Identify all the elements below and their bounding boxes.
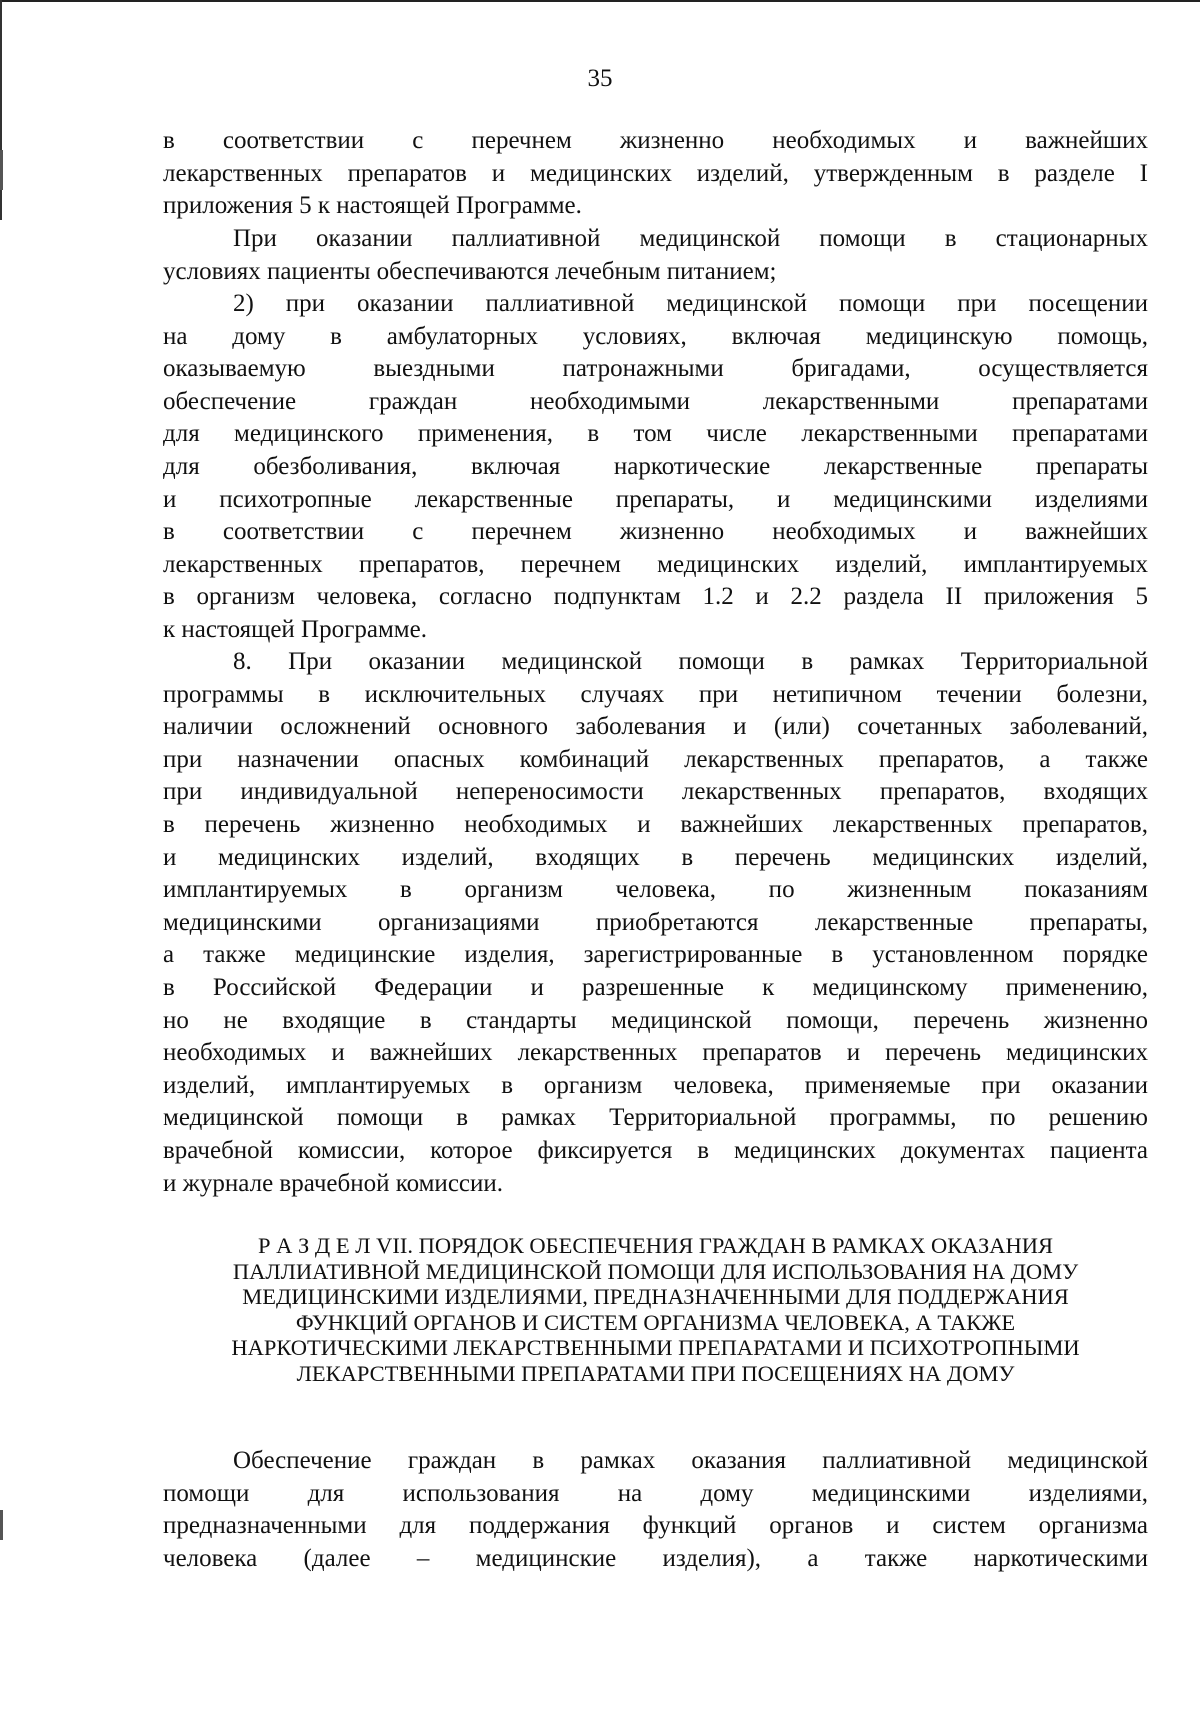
- section-title-line: НАРКОТИЧЕСКИМИ ЛЕКАРСТВЕННЫМИ ПРЕПАРАТАМИ И ПСИХОТРОПНЫМИ: [231, 1335, 1080, 1360]
- text-line: 8. При оказании медицинской помощи в рамках Территориальной: [233, 648, 1148, 675]
- text-line: предназначенными для поддержания функций органов и систем организма: [163, 1512, 1148, 1540]
- text-line: Обеспечение граждан в рамках оказания паллиативной медицинской: [233, 1447, 1148, 1474]
- scan-mark: [0, 150, 3, 190]
- text-line: врачебной комиссии, которое фиксируется в медицинских документах пациента: [163, 1136, 1148, 1164]
- text-line: оказываемую выездными патронажными бригадами, осуществляется: [163, 355, 1148, 383]
- text-line: но не входящие в стандарты медицинской помощи, перечень жизненно: [163, 1006, 1148, 1034]
- text-line: в организм человека, согласно подпунктам 1.2 и 2.2 раздела II приложения 5: [163, 583, 1148, 611]
- text-line: при назначении опасных комбинаций лекарственных препаратов, а также: [163, 745, 1148, 773]
- text-line: в соответствии с перечнем жизненно необходимых и важнейших: [163, 127, 1148, 154]
- text-line: и психотропные лекарственные препараты, и медицинскими изделиями: [163, 485, 1148, 513]
- text-line: условиях пациенты обеспечиваются лечебным питанием;: [163, 257, 777, 285]
- text-line: обеспечение граждан необходимыми лекарственными препаратами: [163, 387, 1148, 415]
- text-line: необходимых и важнейших лекарственных препаратов и перечень медицинских: [163, 1039, 1148, 1067]
- paragraph-section-intro: [163, 1445, 1148, 1575]
- text-line: При оказании паллиативной медицинской помощи в стационарных: [233, 225, 1148, 252]
- text-line: изделий, имплантируемых в организм человека, применяемые при оказании: [163, 1071, 1148, 1099]
- text-line: а также медицинские изделия, зарегистрированные в установленном порядке: [163, 941, 1148, 969]
- text-line: имплантируемых в организм человека, по жизненным показаниям: [163, 876, 1148, 904]
- text-line: 2) при оказании паллиативной медицинской помощи при посещении: [233, 290, 1148, 317]
- text-line: в Российской Федерации и разрешенные к медицинскому применению,: [163, 973, 1148, 1001]
- section-title-line: ЛЕКАРСТВЕННЫМИ ПРЕПАРАТАМИ ПРИ ПОСЕЩЕНИЯХ НА ДОМУ: [296, 1360, 1015, 1386]
- text-line: помощи для использования на дому медицинскими изделиями,: [163, 1479, 1148, 1507]
- text-line: приложения 5 к настоящей Программе.: [163, 192, 582, 220]
- paragraph-inpatient-nutrition: [163, 223, 1148, 288]
- section-title-line: Р А З Д Е Л VII. ПОРЯДОК ОБЕСПЕЧЕНИЯ ГРАЖДАН В РАМКАХ ОКАЗАНИЯ: [257, 1233, 1053, 1258]
- section-title-line: МЕДИЦИНСКИМИ ИЗДЕЛИЯМИ, ПРЕДНАЗНАЧЕННЫМИ ДЛЯ ПОДДЕРЖАНИЯ: [242, 1284, 1069, 1309]
- text-line: в перечень жизненно необходимых и важнейших лекарственных препаратов,: [163, 810, 1148, 838]
- paragraph-item-8: [163, 646, 1148, 1200]
- paragraph-continuation: [163, 125, 1148, 223]
- text-line: и медицинских изделий, входящих в перечень медицинских изделий,: [163, 843, 1148, 871]
- text-line: программы в исключительных случаях при нетипичном течении болезни,: [163, 680, 1148, 708]
- section-title: [163, 1233, 1148, 1386]
- text-line: к настоящей Программе.: [163, 615, 427, 643]
- text-line: наличии осложнений основного заболевания и (или) сочетанных заболеваний,: [163, 713, 1148, 741]
- text-line: медицинскими организациями приобретаются лекарственные препараты,: [163, 908, 1148, 936]
- text-line: человека (далее – медицинские изделия), а также наркотическими: [163, 1544, 1148, 1572]
- text-line: в соответствии с перечнем жизненно необходимых и важнейших: [163, 518, 1148, 546]
- text-line: лекарственных препаратов и медицинских изделий, утвержденным в разделе I: [163, 159, 1148, 187]
- section-title-line: ФУНКЦИЙ ОРГАНОВ И СИСТЕМ ОРГАНИЗМА ЧЕЛОВЕКА, А ТАКЖЕ: [295, 1309, 1016, 1335]
- text-line: при индивидуальной непереносимости лекарственных препаратов, входящих: [163, 778, 1148, 806]
- text-line: медицинской помощи в рамках Территориальной программы, по решению: [163, 1104, 1148, 1132]
- paragraph-home-visits: [163, 288, 1148, 647]
- text-line: для обезболивания, включая наркотические лекарственные препараты: [163, 452, 1148, 480]
- page-number: 35: [587, 65, 613, 92]
- text-line: на дому в амбулаторных условиях, включая медицинскую помощь,: [163, 322, 1148, 350]
- scan-mark: [0, 1510, 3, 1540]
- scan-edge-top: [0, 0, 1200, 2]
- text-line: и журнале врачебной комиссии.: [163, 1169, 504, 1197]
- section-title-line: ПАЛЛИАТИВНОЙ МЕДИЦИНСКОЙ ПОМОЩИ ДЛЯ ИСПОЛЬЗОВАНИЯ НА ДОМУ: [232, 1258, 1079, 1284]
- text-line: для медицинского применения, в том числе лекарственными препаратами: [163, 420, 1148, 448]
- text-line: лекарственных препаратов, перечнем медицинских изделий, имплантируемых: [163, 550, 1148, 578]
